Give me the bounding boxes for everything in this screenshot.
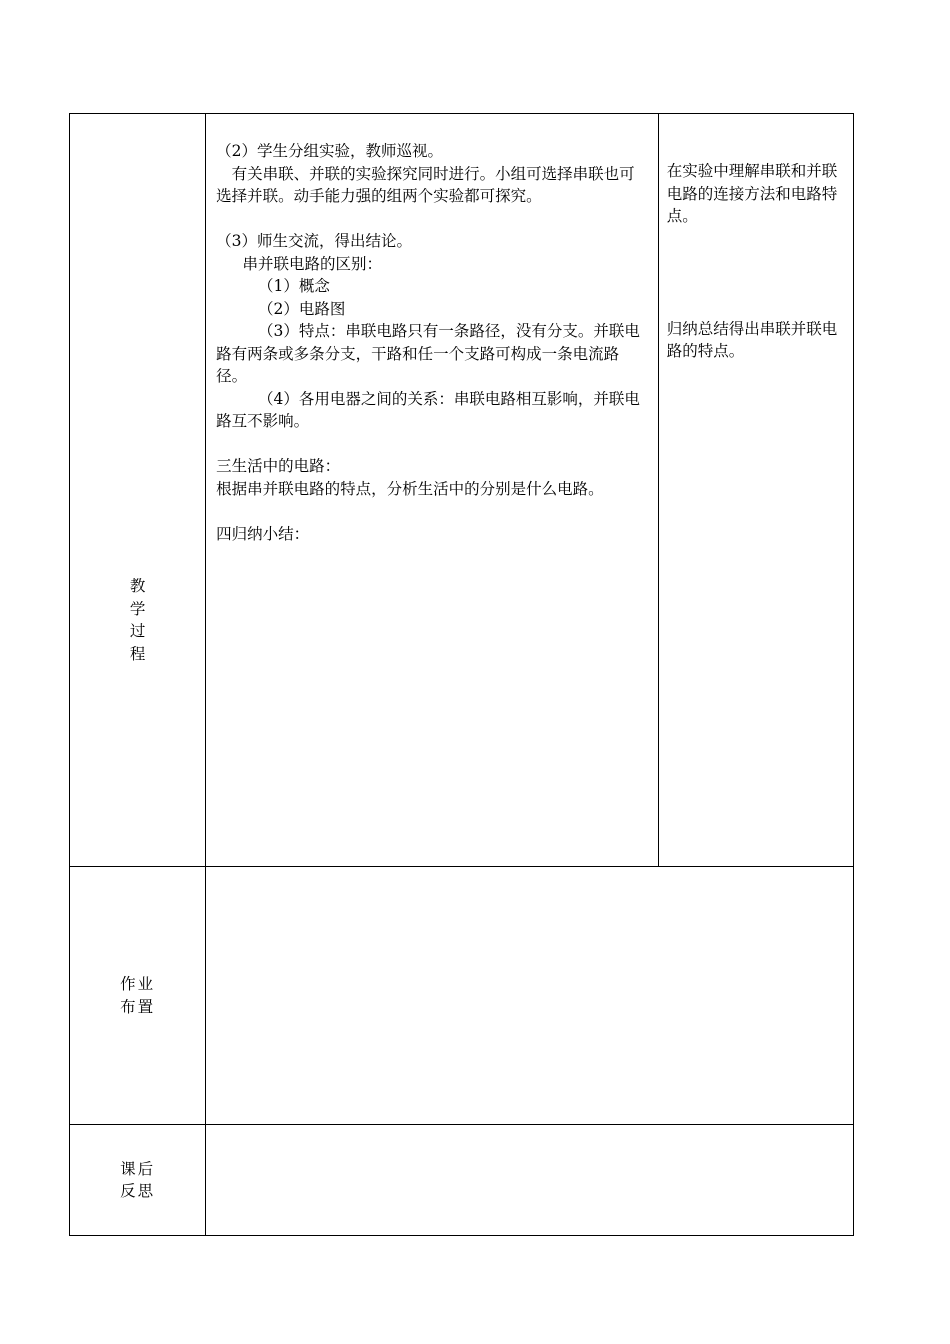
summary-title: 四归纳小结： xyxy=(216,524,310,543)
teaching-process-label-cell xyxy=(70,114,206,867)
homework-label-cell xyxy=(70,867,206,1125)
reflection-label xyxy=(120,1158,155,1203)
teaching-process-notes xyxy=(658,114,853,867)
homework-label-line-2: 布置 xyxy=(120,997,156,1016)
life-circuit-title: 三生活中的电路： xyxy=(216,457,341,475)
step-2-line: （2）学生分组实验，教师巡视。 xyxy=(216,142,444,160)
reflection-label-line-1: 课后 xyxy=(120,1159,156,1178)
teaching-process-content xyxy=(206,114,659,867)
reflection-label-line-2: 反思 xyxy=(120,1182,156,1200)
side-note-1: 在实验中理解串联和并联电路的连接方法和电路特点。 xyxy=(666,162,838,225)
homework-content xyxy=(206,867,854,1125)
difference-item-4: （4）各用电器之间的关系：串联电路相互影响，并联电路互不影响。 xyxy=(216,389,640,430)
reflection-row xyxy=(70,1125,854,1236)
difference-item-3: （3）特点：串联电路只有一条路径，没有分支。并联电路有两条或多条分支，干路和任一个支路可构成一条电流路径。 xyxy=(216,322,640,385)
difference-item-1: （1）概念 xyxy=(258,277,330,295)
explore-paragraph: 有关串联、并联的实验探究同时进行。小组可选择串联也可选择并联。动手能力强的组两个实验都可探究。 xyxy=(216,164,635,205)
lesson-plan-table xyxy=(69,113,854,1236)
difference-item-2: （2）电路图 xyxy=(258,299,346,318)
reflection-content xyxy=(206,1125,854,1236)
side-note-2: 归纳总结得出串联并联电路的特点。 xyxy=(666,319,838,360)
homework-label xyxy=(120,973,155,1018)
reflection-label-cell xyxy=(70,1125,206,1236)
teaching-process-label: 教学过程 xyxy=(129,577,146,663)
step-3-line: （3）师生交流，得出结论。 xyxy=(216,232,413,250)
life-circuit-text: 根据串并联电路的特点，分析生活中的分别是什么电路。 xyxy=(216,479,604,498)
homework-label-line-1: 作业 xyxy=(120,975,156,993)
homework-row xyxy=(70,867,854,1125)
teaching-process-row xyxy=(70,114,854,867)
difference-title: 串并联电路的区别： xyxy=(242,254,383,273)
